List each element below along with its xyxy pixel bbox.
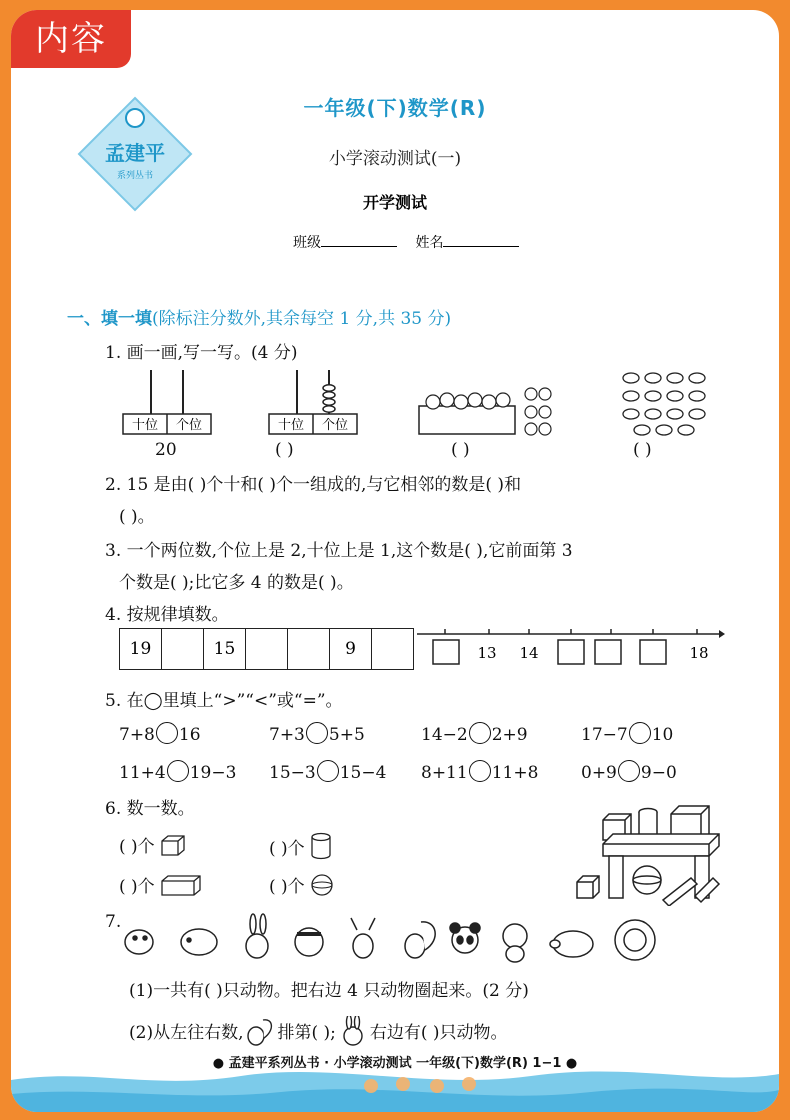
question-7-number: 7. [105,912,122,932]
abacus-1 [119,368,213,438]
question-1: 1. 画一画,写一写。(4 分) [105,343,298,363]
compare-5: 11+4 19−3 [119,760,236,783]
class-label: 班级 [293,235,321,251]
animals-row [115,910,675,966]
nl-label-18: 18 [689,644,709,662]
logo-subtext: 系列丛书 [116,171,154,181]
q1-blank-2[interactable]: ( ) [275,440,294,460]
question-3-line1: 3. 一个两位数,个位上是 2,十位上是 1,这个数是( ),它前面第 3 [105,541,573,561]
page-title: 一年级(下)数学(R) [303,96,487,120]
compare-circle[interactable] [629,722,651,744]
question-6: 6. 数一数。 [105,799,195,819]
rabbit-icon [246,914,268,958]
cuboid-icon [160,874,202,896]
question-2-line1: 2. 15 是由( )个十和( )个一组成的,与它相邻的数是( )和 [105,475,522,495]
compare-8: 0+9 9−0 [581,760,677,783]
seq-cell[interactable]: 19 [120,629,162,669]
section-note: (除标注分数外,其余每空 1 分,共 35 分) [152,309,452,329]
compare-2: 7+3 5+5 [269,722,365,745]
footer-text: ● 孟建平系列丛书 · 小学滚动测试 一年级(下)数学(R) 1−1 ● [212,1056,578,1071]
name-field[interactable] [443,234,519,247]
dog-icon [125,930,153,954]
count-cylinder: ( )个 [269,832,332,860]
compare-circle[interactable] [306,722,328,744]
svg-text:个位: 个位 [321,418,349,433]
section-title: 一、填一填 [67,309,152,329]
seq-cell[interactable] [162,629,204,669]
rabbit-icon [336,1016,370,1046]
student-info [293,232,533,252]
question-5: 5. 在◯里填上“>”“<”或“=”。 [105,691,343,711]
seq-cell[interactable]: 9 [330,629,372,669]
pig-icon [550,931,593,957]
compare-6: 15−3 15−4 [269,760,386,783]
test-name: 开学测试 [362,193,427,212]
seq-cell[interactable] [246,629,288,669]
deer-icon [351,918,375,958]
ducks-group [617,366,713,438]
seq-cell[interactable] [372,629,413,669]
question-7-part2: (2)从左往右数, 排第( ); 右边有( )只动物。 [129,1016,508,1046]
test-series: 小学滚动测试(一) [328,149,462,169]
question-3-line2: 个数是( );比它多 4 的数是( )。 [119,573,354,593]
compare-circle[interactable] [317,760,339,782]
svg-text:十位: 十位 [131,418,159,433]
lion-icon [615,920,655,960]
content-tag: 内容 [11,10,131,68]
abacus-2 [265,368,359,438]
compare-circle[interactable] [618,760,640,782]
question-7-part1: (1)一共有( )只动物。把右边 4 只动物圈起来。(2 分) [129,981,529,1001]
sheep-icon [181,929,217,955]
name-label: 姓名 [415,235,444,251]
monkey-icon [503,924,527,962]
number-line [415,626,725,672]
nl-label-14: 14 [519,644,539,662]
nl-label-13: 13 [477,644,497,662]
logo-text: 孟建平 [105,141,165,165]
answer-20: 20 [155,440,177,460]
question-4: 4. 按规律填数。 [105,605,229,625]
q1-blank-4[interactable]: ( ) [633,440,652,460]
shapes-structure [563,796,723,906]
compare-circle[interactable] [167,760,189,782]
count-cube: ( )个 [119,832,186,857]
seq-cell[interactable]: 15 [204,629,246,669]
sequence-boxes [119,628,414,670]
compare-circle[interactable] [469,722,491,744]
squirrel-icon [405,922,435,958]
ball-box [417,386,557,438]
svg-text:个位: 个位 [175,418,203,433]
compare-4: 17−7 10 [581,722,673,745]
sphere-icon [310,873,334,897]
raccoon-icon [295,928,323,956]
panda-icon [450,923,480,953]
squirrel-icon [243,1016,277,1046]
compare-circle[interactable] [469,760,491,782]
compare-7: 8+11 11+8 [421,760,538,783]
count-sphere: ( )个 [269,872,334,897]
section-heading [67,304,451,329]
class-field[interactable] [321,234,397,247]
seq-cell[interactable] [288,629,330,669]
question-2-line2: ( )。 [119,507,155,527]
worksheet-page [11,10,779,1112]
compare-3: 14−2 2+9 [421,722,528,745]
q1-blank-3[interactable]: ( ) [451,440,470,460]
svg-text:十位: 十位 [277,418,305,433]
compare-circle[interactable] [156,722,178,744]
cube-icon [160,834,186,856]
count-cuboid: ( )个 [119,872,202,897]
compare-1: 7+8 16 [119,722,201,745]
cylinder-icon [310,832,332,860]
